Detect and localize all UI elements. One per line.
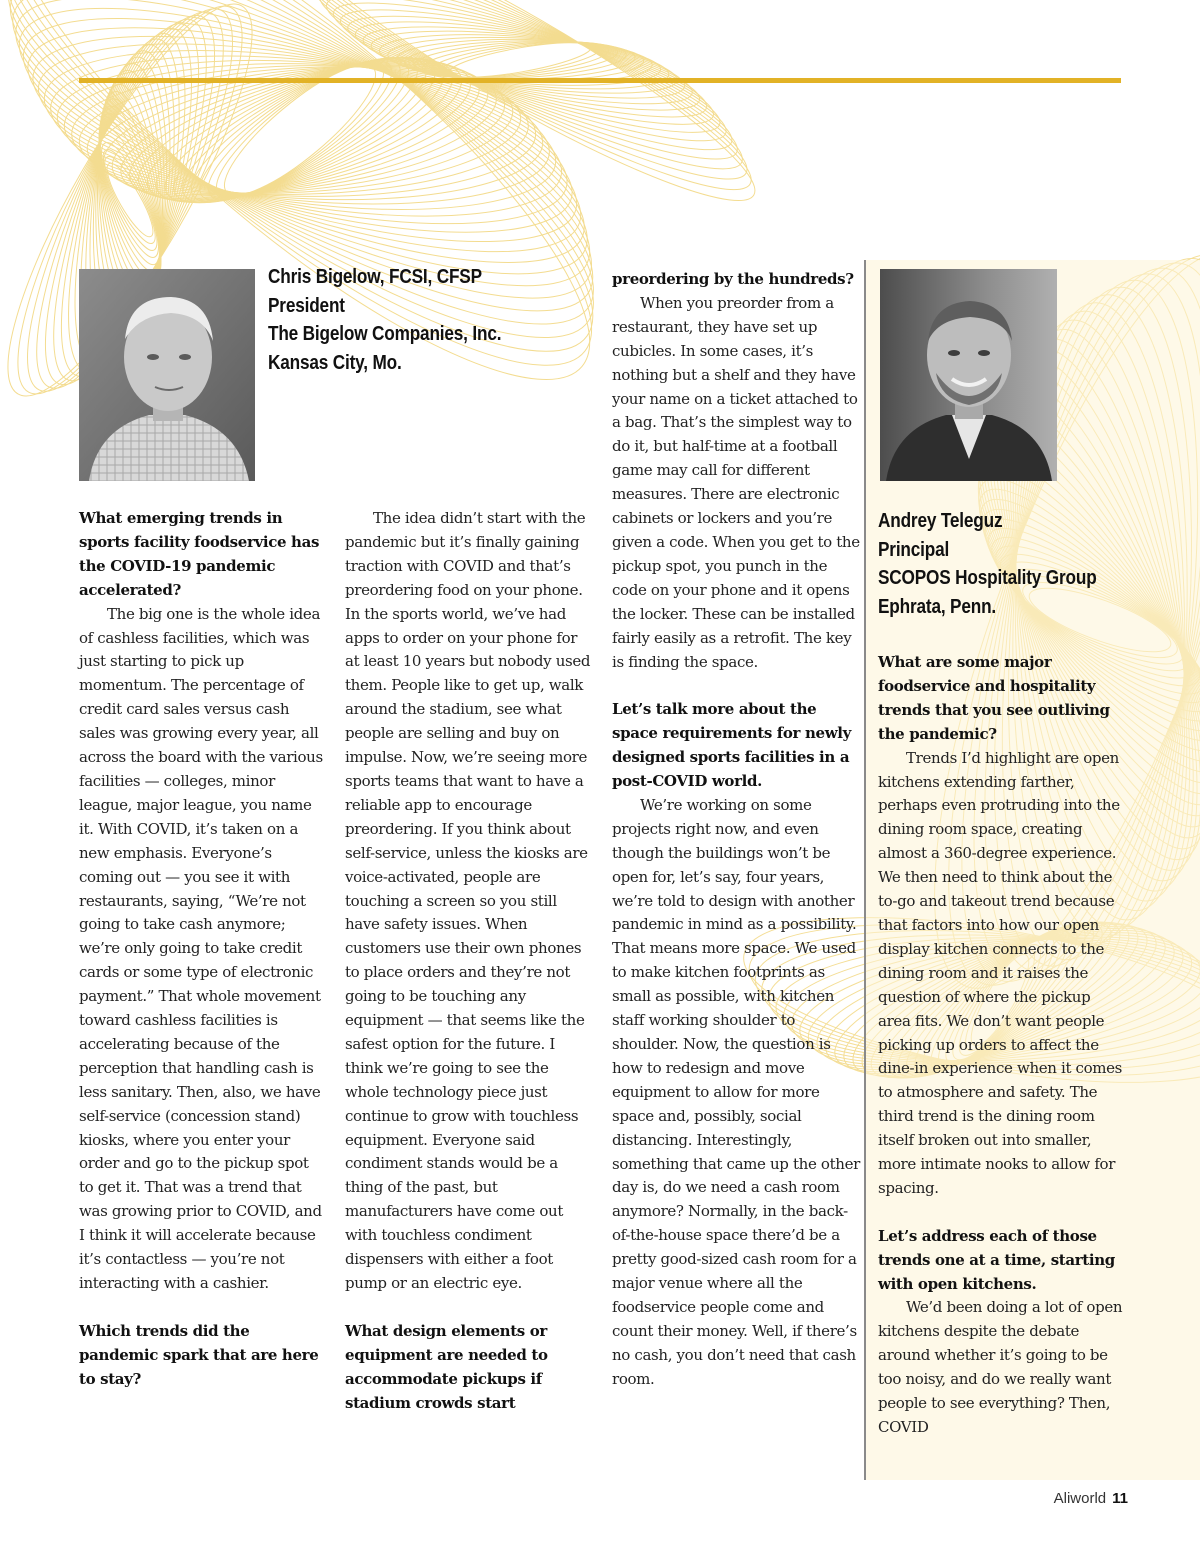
profile-title: President: [268, 294, 345, 317]
wave-line: [97, 151, 164, 249]
wave-line: [351, 6, 689, 114]
interview-question: Let’s address each of those trends one at a time, starting with open kitchens.: [878, 1226, 1115, 1293]
wave-line: [0, 0, 606, 301]
wave-line: [132, 30, 468, 229]
wave-line: [342, 0, 697, 122]
wave-line: [26, 12, 574, 249]
wave-line: [9, 0, 590, 274]
profile-location: Ephrata, Penn.: [878, 595, 997, 618]
profile-company: The Bigelow Companies, Inc.: [268, 323, 502, 345]
portrait-photo-andrey-teleguz: [880, 269, 1057, 481]
profile-location: Kansas City, Mo.: [268, 351, 402, 374]
profile-identity-2: [878, 507, 1097, 621]
article-column-2: [345, 507, 595, 1415]
profile-company: SCOPOS Hospitality Group: [878, 567, 1097, 589]
wave-line: [275, 0, 765, 211]
wave-line: [149, 30, 451, 229]
wave-line: [94, 41, 505, 219]
interview-question: What emerging trends in sports facility foodservice has the COVID-19 pandemic accelerated?: [79, 509, 320, 599]
wave-line: [302, 0, 738, 167]
wave-line: [101, 38, 498, 222]
wave-line: [88, 45, 512, 214]
wave-line: [295, 0, 745, 178]
wave-line: [201, 44, 400, 217]
wave-line: [183, 37, 417, 223]
profile-identity-1: [268, 263, 501, 377]
wave-line: [405, 38, 636, 82]
wave-line: [369, 20, 671, 99]
wave-line: [87, 115, 174, 285]
wave-line: [281, 0, 758, 199]
wave-line: [192, 40, 408, 220]
wave-line: [175, 35, 426, 226]
wave-line: [100, 158, 160, 241]
page-number: 11: [1112, 1490, 1128, 1507]
article-column-4: [878, 651, 1126, 1440]
wave-line: [317, 0, 722, 148]
wave-line: [2, 0, 599, 288]
wave-line: [166, 33, 434, 228]
interview-question: Let’s talk more about the space requirements for newly designed sports facilities in a post-COVID world.: [612, 700, 852, 791]
wave-line: [288, 0, 752, 188]
wave-line: [116, 33, 483, 227]
wave-line: [44, 36, 556, 223]
interview-question-continued: preordering by the hundreds?: [612, 270, 854, 288]
wave-line: [140, 30, 459, 230]
interview-answer: We’d been doing a lot of open kitchens despite the debate around whether it’s going to be too noisy, and do we really want people to see everything? Then, COVID: [878, 1298, 1123, 1436]
wave-line: [360, 14, 680, 107]
wave-line: [109, 35, 492, 225]
publication-name: Aliworld: [1053, 1490, 1107, 1507]
profile-name: Andrey Teleguz: [878, 510, 1003, 532]
wave-line: [209, 48, 391, 213]
wave-line: [53, 48, 546, 212]
interview-question: What design elements or equipment are needed to accommodate pickups if stadium crowds start: [345, 1321, 548, 1412]
wave-line: [269, 0, 771, 222]
column-divider: [864, 260, 866, 1480]
wave-line: [334, 0, 706, 130]
wave-line: [326, 0, 715, 139]
portrait-photo-chris-bigelow: [79, 269, 255, 481]
profile-title: Principal: [878, 538, 950, 561]
wave-line: [157, 31, 442, 229]
interview-answer: The idea didn’t start with the pandemic but it’s finally gaining traction with COVID and that’s preordering food on your phone. In the sports world, we’ve had apps to order on your phone for at least 10 years but nobody used them. People like to get up, walk around the stadium, see what people are selling and buy on impulse. Now, we’re seeing more sports teams that want to have a reliable app to encourage preordering. If you think about self-service, unless the kiosks are voice-activated, people are touching a screen so you still have safety issues. When customers use their own phones to place orders and they’re not going to be touching any equipment — that seems like the safest option for the future. I think we’re going to see the whole technology piece just continue to grow with touchless equipment. Everyone said condiment stands would be a thing of the past, but manufacturers have come out with touchless condiment dispensers with either a foot pump or an electric eye.: [345, 509, 591, 1292]
wave-line: [82, 50, 519, 210]
wave-line: [378, 27, 662, 93]
wave-line: [94, 144, 167, 256]
interview-answer: We’re working on some projects right now, and even though the buildings won’t be open for, let’s say, four years, we’re told to design with another pandemic in mind as a possibility. That means more space. We used to make kitchen footprints as small as possible, with kitchen staff working shoulder to shoulder. Now, the question is how to redesign and move equipment to allow for more space and, possibly, social distancing. Interestingly, something that came up the other day is, do we need a cash room anymore? Normally, in the back-of-the-house space there’d be a pretty good-sized cash room for a major venue where all the foodservice people come and count their money. Well, if there’s no cash, you don’t need that cash room.: [612, 795, 860, 1388]
interview-answer: When you preorder from a restaurant, they have set up cubicles. In some cases, it’s nothing but a shelf and they have your name on a ticket attached to a bag. That’s the simplest way to do it, but half-time at a football game may call for different measures. There are electronic cabinets or lockers and you’re given a code. When you get to the pickup spot, you punch in the code on your phone and it opens the locker. These can be installed fairly easily as a retrofit. The key is finding the space.: [612, 293, 860, 671]
wave-line: [86, 108, 174, 292]
interview-answer: The big one is the whole idea of cashless facilities, which was just starting to pick up momentum. The percentage of credit card sales versus cash sales was growing every year, all across the board with the various facilities — colleges, minor league, major league, you name it. With COVID, it’s taken on a new emphasis. Everyone’s coming out — you see it with restaurants, saying, “We’re not going to take cash anymore; we’re only going to take credit cards or some type of electronic payment.” That whole movement toward cashless facilities is accelerating because of the perception that handling cash is less sanitary. Then, also, we have self-service (concession stand) kiosks, where you enter your order and go to the pickup spot to get it. That was a trend that was growing prior to COVID, and I think it will accelerate because it’s contactless — you’re not interacting with a cashier.: [79, 604, 323, 1292]
interview-answer: Trends I’d highlight are open kitchens extending farther, perhaps even protruding into the dining room space, creating almost a 360-degree experience. We then need to think about the to-go and takeout trend because that factors into how our open display kitchen connects to the dining room and it raises the question of where the pickup area fits. We don’t want people picking up orders to affect the dine-in experience when it comes to atmosphere and safety. The third trend is the dining room itself broken out into smaller, more intimate nooks to allow for spacing.: [878, 748, 1123, 1197]
article-column-3: [612, 268, 860, 1392]
wave-line: [396, 38, 644, 81]
wave-line: [413, 37, 627, 84]
profile-name: Chris Bigelow, FCSI, CFSP: [268, 266, 482, 288]
interview-question: Which trends did the pandemic spark that are here to stay?: [79, 1321, 319, 1388]
wave-line: [124, 31, 476, 228]
wave-line: [88, 122, 173, 278]
wave-line: [18, 0, 583, 261]
wave-line: [91, 137, 169, 264]
wave-line: [264, 0, 777, 234]
article-column-1: [79, 507, 327, 1392]
page-footer: [1054, 1490, 1128, 1507]
wave-line: [89, 129, 171, 270]
accent-rule: [79, 78, 1121, 83]
wave-line: [35, 24, 565, 236]
interview-question: What are some major foodservice and hospitality trends that you see outliving the pandemic?: [878, 653, 1110, 743]
